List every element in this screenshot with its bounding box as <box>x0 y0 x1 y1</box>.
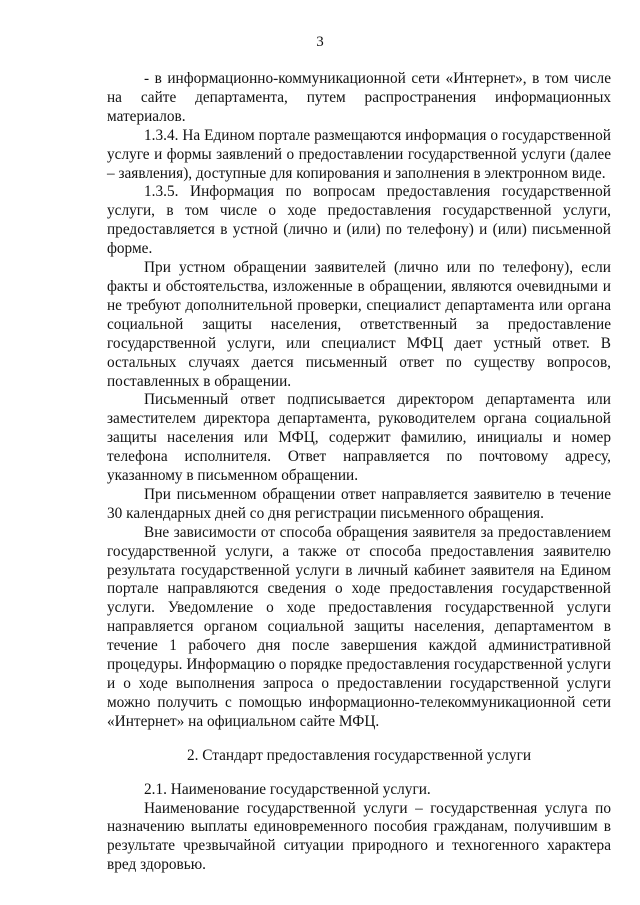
paragraph-answer-deadline: При письменном обращении ответ направляется заявителю в течение 30 календарных дней со дня регистрации письменного обращения. <box>107 485 611 522</box>
paragraph-1-3-5: 1.3.5. Информация по вопросам предоставления государственной услуги, в том числе о ходе предоставления государственной услуги, предоставляется в устной (лично и (или) по телефону) и (или) письменной форме. <box>107 183 611 258</box>
paragraph-internet-info: - в информационно-коммуникационной сети «Интернет», в том числе на сайте департамента, путем распространения информационных материалов. <box>107 70 611 125</box>
paragraph-service-name: Наименование государственной услуги – государственная услуга по назначению выплаты единовременного пособия гражданам, получившим в результате чрезвычайной ситуации природного и техногенного характера вред здоровью. <box>107 799 611 874</box>
paragraph-notifications: Вне зависимости от способа обращения заявителя за предоставлением государственной услуги, а также от способа предоставления заявителю результата государственной услуги в личный кабинет заявителя на Едином портале направляются сведения о ходе предоставления государственной услуги. Уведомление о ходе предоставления государственной услуги направляется органом социальной защиты населения, департаментом в течение 1 рабочего дня после завершения каждой административной процедуры. Информацию о порядке предоставления государственной услуги и о ходе выполнения запроса о предоставлении государственной услуги можно получить с помощью информационно-телекоммуникационной сети «Интернет» на официальном сайте МФЦ. <box>107 523 611 730</box>
page-number: 3 <box>316 34 324 50</box>
paragraph-written-answer: Письменный ответ подписывается директором департамента или заместителем директора департамента, руководителем органа социальной защиты населения или МФЦ, содержит фамилию, инициалы и номер телефона исполнителя. Ответ направляется по почтовому адресу, указанному в письменном обращении. <box>107 391 611 485</box>
paragraph-oral-request: При устном обращении заявителей (лично или по телефону), если факты и обстоятельства, изложенные в обращении, являются очевидными и не требуют дополнительной проверки, специалист департамента или органа социальной защиты населения, ответственный за предоставление государственной услуги, или специалист МФЦ дает устный ответ. В остальных случаях дается письменный ответ по существу вопросов, поставленных в обращении. <box>107 259 611 390</box>
paragraph-2-1: 2.1. Наименование государственной услуги. <box>144 780 431 798</box>
section-heading: 2. Стандарт предоставления государственной услуги <box>186 746 532 764</box>
document-body <box>107 70 611 875</box>
paragraph-1-3-4: 1.3.4. На Едином портале размещаются информация о государственной услуге и формы заявлений о предоставлении государственной услуги (далее – заявления), доступные для копирования и заполнения в электронном виде. <box>107 126 611 182</box>
